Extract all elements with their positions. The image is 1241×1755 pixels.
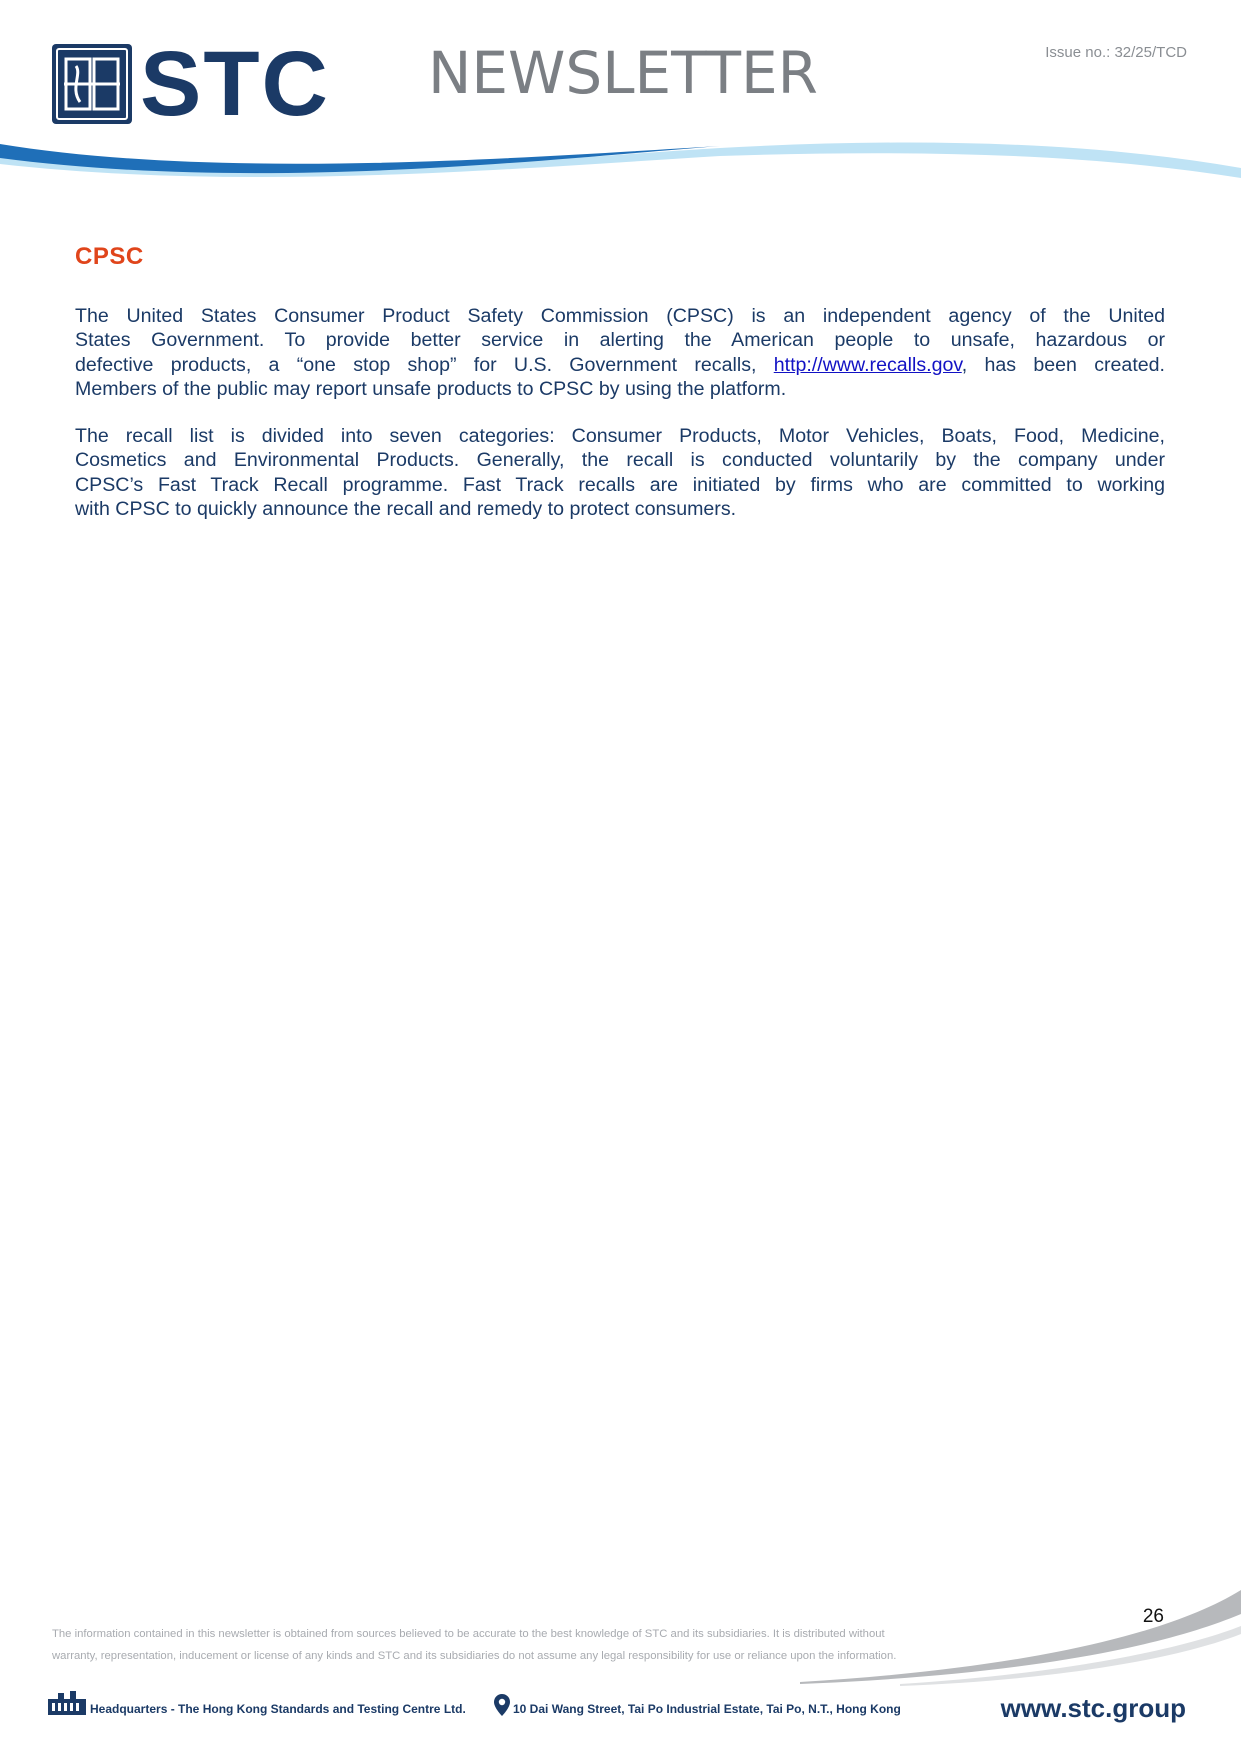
headquarters-text: Headquarters - The Hong Kong Standards and Testing Centre Ltd. xyxy=(90,1702,466,1716)
address-text: 10 Dai Wang Street, Tai Po Industrial Estate, Tai Po, N.T., Hong Kong xyxy=(513,1702,901,1716)
website-url[interactable]: www.stc.group xyxy=(1000,1693,1186,1723)
map-pin-icon xyxy=(494,1694,510,1716)
text-line: The United States Consumer Product Safety Commission (CPSC) is an independent agency of the United xyxy=(75,305,1165,327)
disclaimer-line: warranty, representation, inducement or license of any kinds and STC and its subsidiaries do not assume any legal responsibility for use or reliance upon the information. xyxy=(52,1650,897,1662)
paragraph-recall-categories xyxy=(75,424,1165,521)
text-line: CPSC’s Fast Track Recall programme. Fast Track recalls are initiated by firms who are committed to working xyxy=(75,473,1165,496)
newsletter-title: NEWSLETTER xyxy=(428,39,818,107)
text-line: with CPSC to quickly announce the recall and remedy to protect consumers. xyxy=(75,497,737,520)
section-heading: CPSC xyxy=(75,243,144,270)
issue-number: Issue no.: 32/25/TCD xyxy=(1045,44,1187,61)
page-number: 26 xyxy=(1142,1606,1164,1627)
text-line-with-link xyxy=(75,353,1165,377)
text-line: Cosmetics and Environmental Products. Generally, the recall is conducted voluntarily by the company under xyxy=(75,449,1165,472)
text-segment: defective products, a “one stop shop” for U.S. Government recalls, xyxy=(75,353,774,376)
text-segment: , has been created. xyxy=(961,353,1165,376)
logo-wordmark: STC xyxy=(140,33,330,135)
paragraph-cpsc-intro xyxy=(75,304,1165,401)
recalls-gov-link[interactable]: http://www.recalls.gov xyxy=(773,353,962,376)
text-line: The recall list is divided into seven categories: Consumer Products, Motor Vehicles, Boats, Food, Medicine, xyxy=(75,425,1165,447)
building-icon xyxy=(48,1691,86,1715)
header-swoosh xyxy=(0,130,1241,200)
disclaimer-line: The information contained in this newsletter is obtained from sources believed to be accurate to the best knowledge of STC and its subsidiaries. It is distributed without xyxy=(52,1628,885,1640)
text-line: States Government. To provide better service in alerting the American people to unsafe, hazardous or xyxy=(75,329,1165,352)
text-line: Members of the public may report unsafe products to CPSC by using the platform. xyxy=(75,377,787,400)
footer-swoosh xyxy=(0,1590,1241,1690)
stc-logo-mark-icon xyxy=(52,44,132,124)
